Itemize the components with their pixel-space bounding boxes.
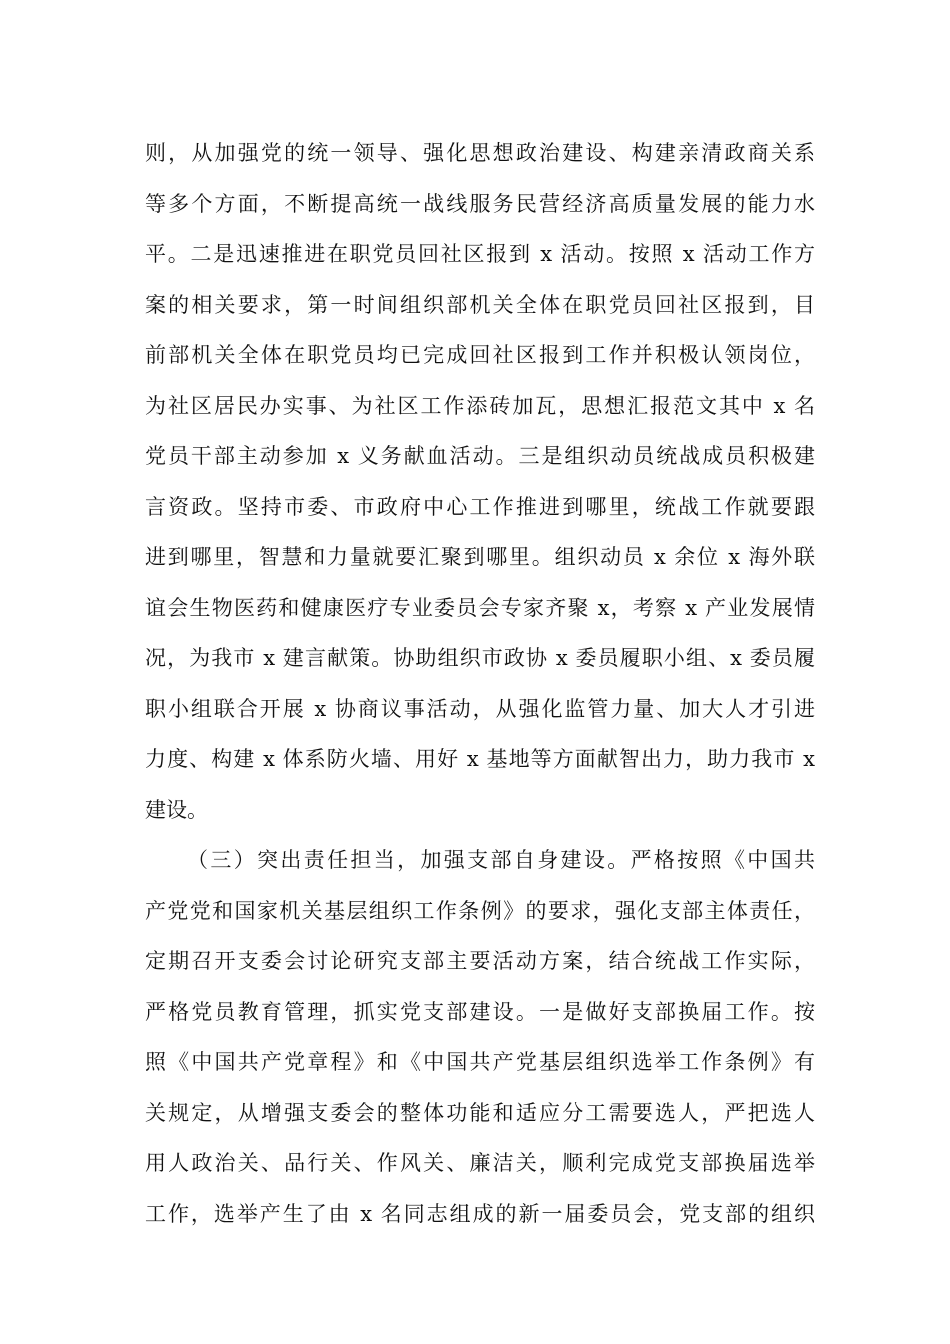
text-line: 职小组联合开展 x 协商议事活动，从强化监管力量、加大人才引进 <box>145 696 815 721</box>
text-line: 用人政治关、品行关、作风关、廉洁关，顺利完成党支部换届选举 <box>145 1151 815 1175</box>
text-line: 况，为我市 x 建言献策。协助组织市政协 x 委员履职小组、x 委员履 <box>145 646 815 670</box>
text-line: （三）突出责任担当，加强支部自身建设。严格按照《中国共 <box>187 848 815 872</box>
text-line: 工作，选举产生了由 x 名同志组成的新一届委员会，党支部的组织 <box>145 1201 815 1226</box>
text-line: 则，从加强党的统一领导、强化思想政治建设、构建亲清政商关系 <box>145 141 815 165</box>
text-line: 严格党员教育管理，抓实党支部建设。一是做好支部换届工作。按 <box>145 999 815 1024</box>
text-line: 进到哪里，智慧和力量就要汇聚到哪里。组织动员 x 余位 x 海外联 <box>145 545 815 569</box>
text-line: 产党党和国家机关基层组织工作条例》的要求，强化支部主体责任， <box>145 898 815 923</box>
text-line: 言资政。坚持市委、市政府中心工作推进到哪里，统战工作就要跟 <box>145 494 815 519</box>
text-line: 前部机关全体在职党员均已完成回社区报到工作并积极认领岗位， <box>145 343 815 367</box>
text-line: 等多个方面，不断提高统一战线服务民营经济高质量发展的能力水 <box>145 191 815 216</box>
text-line: 平。二是迅速推进在职党员回社区报到 x 活动。按照 x 活动工作方 <box>145 242 815 266</box>
text-line: 关规定，从增强支委会的整体功能和适应分工需要选人，严把选人 <box>145 1100 815 1125</box>
text-line: 谊会生物医药和健康医疗专业委员会专家齐聚 x，考察 x 产业发展情 <box>145 595 815 620</box>
text-line: 力度、构建 x 体系防火墙、用好 x 基地等方面献智出力，助力我市 x <box>145 747 815 771</box>
text-line: 案的相关要求，第一时间组织部机关全体在职党员回社区报到，目 <box>145 292 815 317</box>
text-line: 为社区居民办实事、为社区工作添砖加瓦，思想汇报范文其中 x 名 <box>145 393 815 418</box>
body-text <box>145 128 815 1239</box>
text-line: 党员干部主动参加 x 义务献血活动。三是组织动员统战成员积极建 <box>145 444 815 468</box>
text-line: 建设。 <box>145 797 208 822</box>
text-line: 照《中国共产党章程》和《中国共产党基层组织选举工作条例》有 <box>145 1050 815 1074</box>
text-line: 定期召开支委会讨论研究支部主要活动方案，结合统战工作实际， <box>145 949 815 973</box>
